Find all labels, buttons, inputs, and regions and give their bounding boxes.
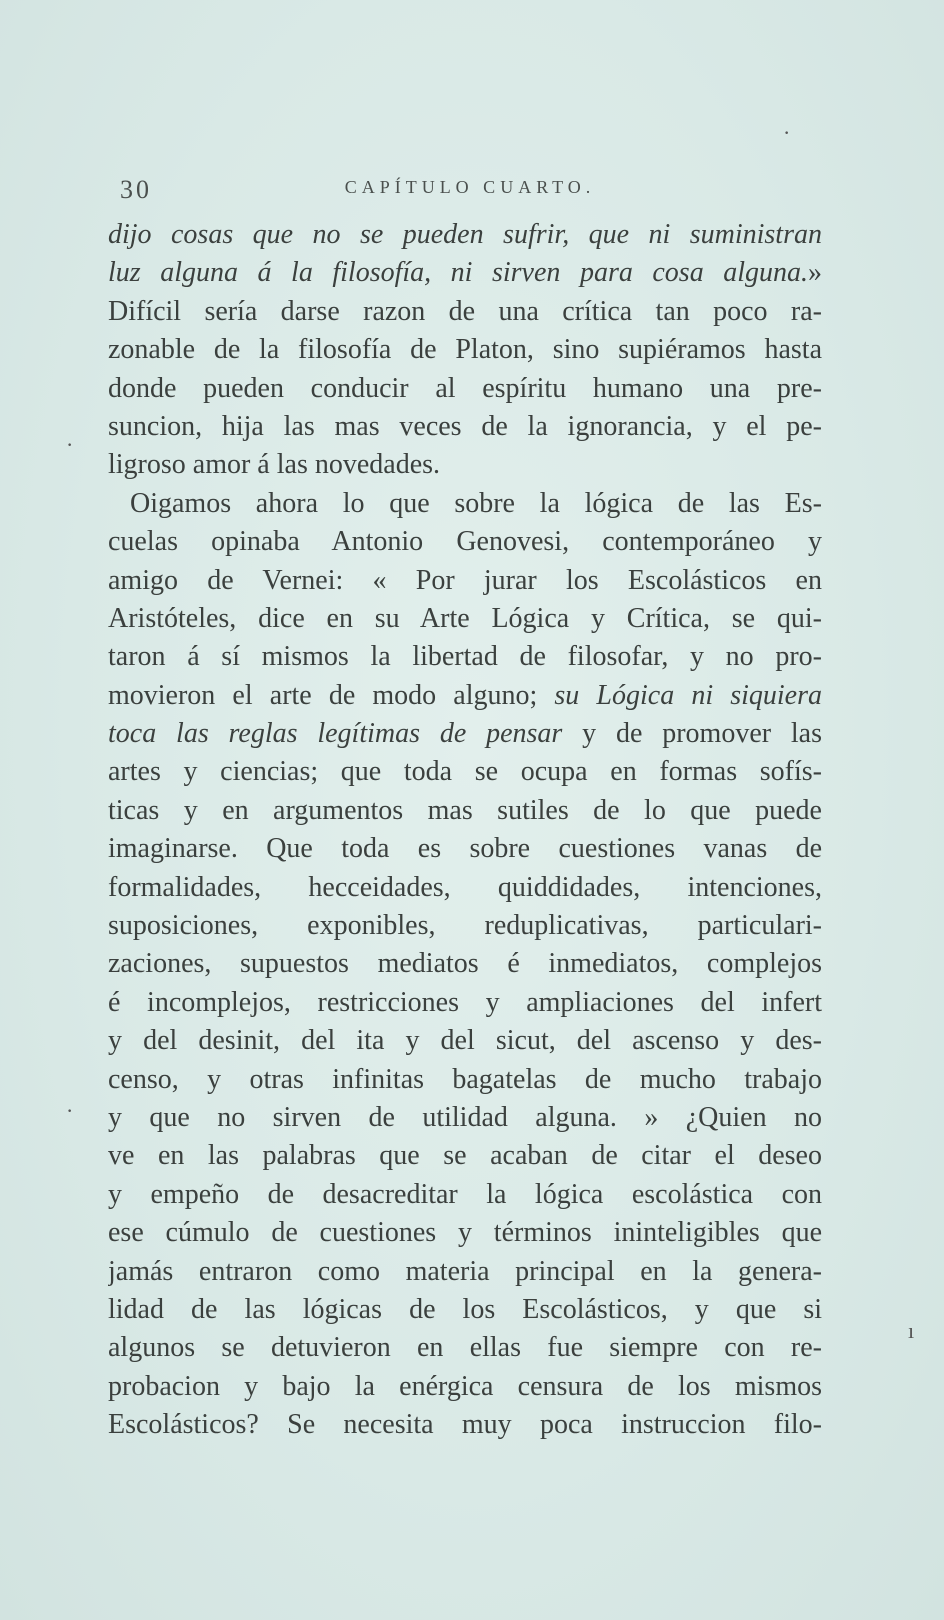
italic-text: toca las reglas legítimas de pensar bbox=[108, 718, 563, 750]
text-segment: amigo de Vernei: « Por jurar los Escolásticos en bbox=[108, 564, 822, 596]
text-segment: donde pueden conducir al espíritu humano una pre- bbox=[108, 372, 822, 404]
text-segment: lidad de las lógicas de los Escolásticos, y que si bbox=[108, 1293, 822, 1325]
text-segment: probacion y bajo la enérgica censura de los mismos bbox=[108, 1370, 822, 1402]
text-segment: zonable de la filosofía de Platon, sino supiéramos hasta bbox=[108, 334, 822, 366]
text-segment: ese cúmulo de cuestiones y términos ininteligibles que bbox=[108, 1217, 822, 1249]
text-line bbox=[108, 1137, 822, 1175]
text-line bbox=[108, 216, 822, 254]
text-segment: suncion, hija las mas veces de la ignorancia, y el pe- bbox=[108, 410, 822, 442]
italic-text: dijo cosas que no se pueden sufrir, que ni suministran bbox=[108, 219, 822, 250]
text-line bbox=[108, 677, 822, 715]
text-line bbox=[108, 446, 822, 484]
ink-speck: · bbox=[783, 120, 791, 145]
ink-speck: · bbox=[66, 432, 74, 457]
text-segment: censo, y otras infinitas bagatelas de mucho trabajo bbox=[108, 1063, 822, 1095]
text-segment: ligroso amor á las novedades. bbox=[108, 449, 441, 481]
text-line bbox=[108, 1253, 822, 1291]
ink-speck: ı bbox=[908, 1318, 915, 1343]
text-segment: y del desinit, del ita y del sicut, del ascenso y des- bbox=[108, 1025, 822, 1057]
text-segment: é incomplejos, restricciones y ampliaciones del infert bbox=[108, 986, 822, 1018]
text-segment: Escolásticos? Se necesita muy poca instruccion filo- bbox=[108, 1409, 822, 1441]
page-number: 30 bbox=[120, 175, 152, 204]
text-segment: y de promover las bbox=[562, 718, 822, 750]
text-segment: y que no sirven de utilidad alguna. » ¿Quien no bbox=[108, 1101, 822, 1133]
text-line bbox=[108, 523, 822, 561]
text-segment: y empeño de desacreditar la lógica escolástica con bbox=[108, 1178, 822, 1210]
ink-speck: · bbox=[66, 1098, 74, 1123]
running-head: CAPÍTULO CUARTO. bbox=[344, 177, 596, 197]
text-segment: ticas y en argumentos mas sutiles de lo que puede bbox=[108, 794, 822, 826]
text-line bbox=[108, 753, 822, 791]
text-line bbox=[108, 1214, 822, 1252]
text-line bbox=[108, 1061, 822, 1099]
text-line bbox=[108, 1329, 822, 1367]
text-line bbox=[108, 830, 822, 868]
text-line bbox=[108, 331, 822, 369]
text-line bbox=[108, 600, 822, 638]
text-line bbox=[108, 984, 822, 1022]
text-line bbox=[108, 562, 822, 600]
text-line bbox=[108, 408, 822, 446]
text-segment: suposiciones, exponibles, reduplicativas, particulari- bbox=[108, 910, 822, 942]
text-segment: taron á sí mismos la libertad de filosofar, y no pro- bbox=[108, 641, 822, 673]
body-text bbox=[108, 216, 822, 1445]
text-line bbox=[108, 485, 822, 523]
text-line bbox=[108, 792, 822, 830]
text-line bbox=[108, 945, 822, 983]
text-line bbox=[108, 293, 822, 331]
italic-text: su Lógica ni siquiera bbox=[554, 679, 822, 711]
text-line bbox=[108, 715, 822, 753]
text-line bbox=[108, 1406, 822, 1444]
text-segment: artes y ciencias; que toda se ocupa en formas sofís- bbox=[108, 756, 822, 788]
text-line bbox=[108, 1291, 822, 1329]
text-line bbox=[108, 370, 822, 408]
text-segment: Oigamos ahora lo que sobre la lógica de las Es- bbox=[130, 487, 822, 519]
text-line bbox=[108, 638, 822, 676]
text-segment: ve en las palabras que se acaban de citar el deseo bbox=[108, 1140, 822, 1172]
text-line bbox=[108, 1176, 822, 1214]
text-segment: cuelas opinaba Antonio Genovesi, contemporáneo y bbox=[108, 526, 822, 558]
text-segment: movieron el arte de modo alguno; bbox=[108, 679, 555, 711]
text-segment: Difícil sería darse razon de una crítica tan poco ra- bbox=[108, 295, 822, 327]
text-line bbox=[108, 907, 822, 945]
text-segment: jamás entraron como materia principal en la genera- bbox=[108, 1255, 822, 1287]
text-segment: formalidades, hecceidades, quiddidades, intenciones, bbox=[108, 871, 822, 903]
text-segment: » bbox=[808, 257, 822, 289]
italic-text: luz alguna á la filosofía, ni sirven para cosa alguna. bbox=[108, 257, 808, 289]
text-line bbox=[108, 254, 822, 292]
text-line bbox=[108, 1368, 822, 1406]
text-segment: algunos se detuvieron en ellas fue siempre con re- bbox=[108, 1332, 822, 1364]
text-line bbox=[108, 1022, 822, 1060]
text-segment: zaciones, supuestos mediatos é inmediatos, complejos bbox=[108, 948, 822, 980]
page-header bbox=[110, 175, 830, 209]
text-line bbox=[108, 869, 822, 907]
text-line bbox=[108, 1099, 822, 1137]
text-segment: imaginarse. Que toda es sobre cuestiones vanas de bbox=[108, 833, 822, 865]
text-segment: Aristóteles, dice en su Arte Lógica y Crítica, se qui- bbox=[108, 602, 822, 634]
